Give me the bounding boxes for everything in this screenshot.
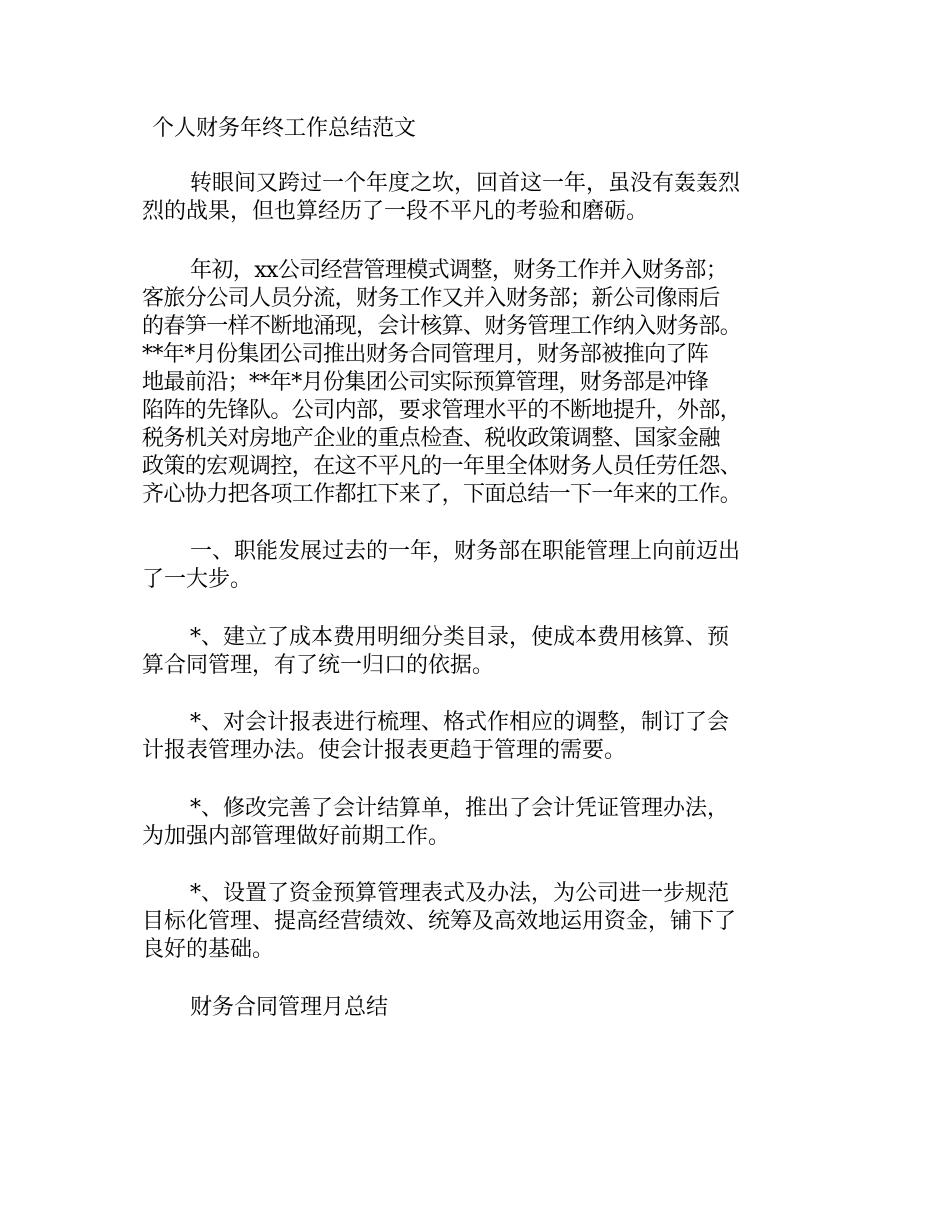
paragraph-8 (142, 994, 388, 1022)
paragraph-line: 目标化管理、提高经营绩效、统筹及高效地运用资金，铺下了 (142, 909, 737, 934)
paragraph-line: 政策的宏观调控，在这不平凡的一年里全体财务人员任劳任怨、 (142, 454, 742, 479)
paragraph-line: 年初，xx公司经营管理模式调整，财务工作并入财务部； (190, 258, 728, 283)
paragraph-5 (142, 709, 729, 765)
paragraph-2 (142, 257, 741, 509)
paragraph-line: *、设置了资金预算管理表式及办法，为公司进一步规范 (190, 881, 730, 906)
paragraph-4 (142, 624, 729, 680)
paragraph-line: 陷阵的先锋队。公司内部，要求管理水平的不断地提升，外部， (142, 398, 742, 423)
paragraph-line: 客旅分公司人员分流，财务工作又并入财务部；新公司像雨后 (142, 286, 720, 311)
paragraph-line: *、对会计报表进行梳理、格式作相应的调整，制订了会 (190, 710, 730, 735)
paragraph-1 (142, 170, 740, 226)
paragraph-line: 了一大步。 (142, 567, 253, 592)
document-title: 个人财务年终工作总结范文 (152, 116, 417, 141)
paragraph-7 (142, 880, 736, 964)
paragraph-line: 算合同管理，有了统一归口的依据。 (142, 653, 495, 678)
paragraph-line: *、修改完善了会计结算单，推出了会计凭证管理办法， (190, 796, 730, 821)
paragraph-line: 的春笋一样不断地涌现，会计核算、财务管理工作纳入财务部。 (142, 314, 742, 339)
paragraph-line: *、建立了成本费用明细分类目录，使成本费用核算、预 (190, 625, 730, 650)
paragraph-line: 烈的战果，但也算经历了一段不平凡的考验和磨砺。 (142, 199, 649, 224)
paragraph-line: 为加强内部管理做好前期工作。 (142, 824, 451, 849)
paragraph-line: 良好的基础。 (142, 937, 275, 962)
paragraph-line: **年*月份集团公司推出财务合同管理月，财务部被推向了阵 (142, 342, 709, 367)
paragraph-line: 计报表管理办法。使会计报表更趋于管理的需要。 (142, 738, 627, 763)
paragraph-line: 税务机关对房地产企业的重点检查、税收政策调整、国家金融 (142, 426, 720, 451)
paragraph-line: 一、职能发展过去的一年，财务部在职能管理上向前迈出 (190, 539, 741, 564)
paragraph-6 (142, 795, 729, 851)
paragraph-line: 财务合同管理月总结 (190, 995, 389, 1020)
paragraph-line: 地最前沿；**年*月份集团公司实际预算管理，财务部是冲锋 (142, 370, 709, 395)
paragraph-3 (142, 538, 740, 594)
paragraph-line: 转眼间又跨过一个年度之坎，回首这一年，虽没有轰轰烈 (190, 171, 741, 196)
paragraph-line: 齐心协力把各项工作都扛下来了，下面总结一下一年来的工作。 (142, 482, 742, 507)
